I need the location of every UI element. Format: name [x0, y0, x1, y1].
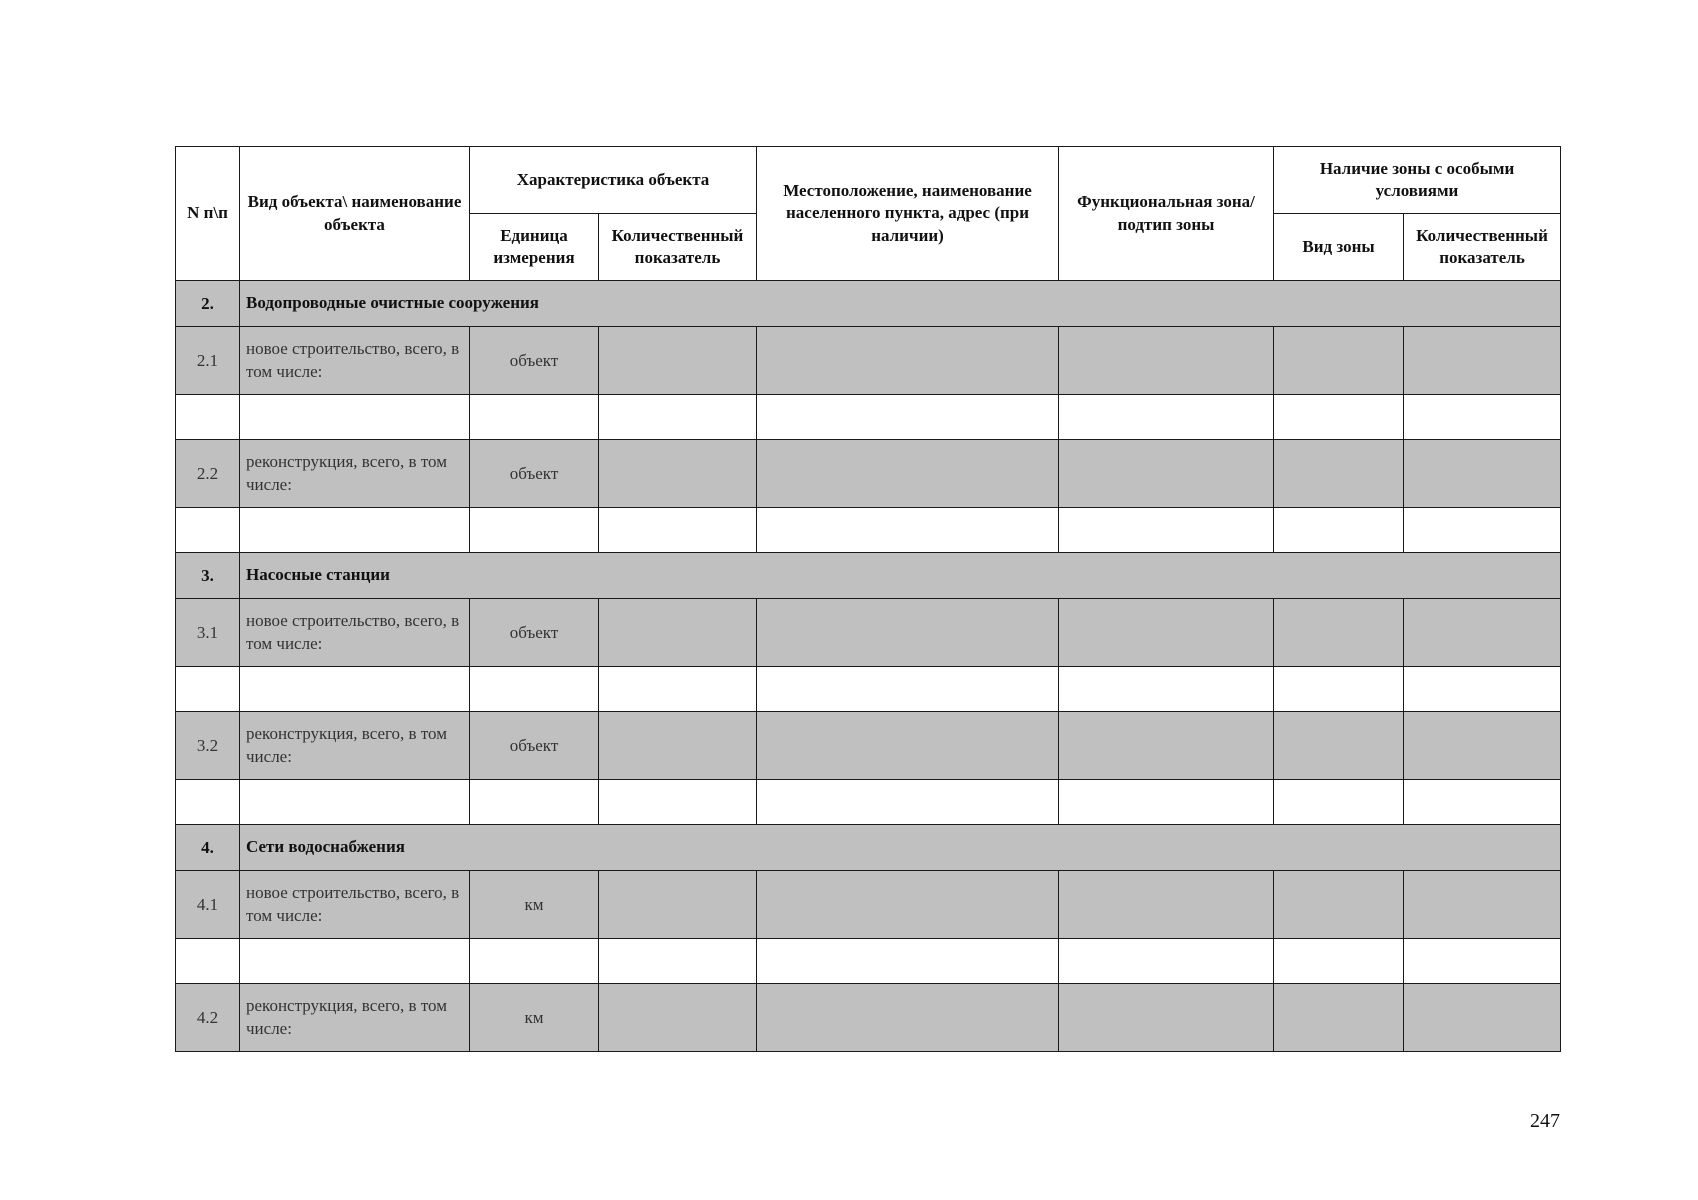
empty-row — [176, 508, 1561, 553]
header-functional-zone: Функциональная зона/ подтип зоны — [1059, 147, 1274, 281]
table-row — [176, 712, 1561, 780]
object-name: новое строительство, всего, в том числе: — [240, 327, 470, 395]
section-title: Сети водоснабжения — [240, 825, 599, 871]
empty-cell — [1059, 508, 1274, 553]
empty-cell — [757, 508, 1059, 553]
row-number: 2. — [176, 281, 240, 327]
empty-cell — [240, 395, 470, 440]
zone-type-cell — [1274, 712, 1404, 780]
object-name: новое строительство, всего, в том числе: — [240, 871, 470, 939]
empty-row — [176, 780, 1561, 825]
object-name: реконструкция, всего, в том числе: — [240, 440, 470, 508]
header-location: Местоположение, наименование населенного пункта, адрес (при наличии) — [757, 147, 1059, 281]
empty-row — [176, 395, 1561, 440]
empty-cell — [1059, 939, 1274, 984]
table-row — [176, 327, 1561, 395]
location-cell — [757, 599, 1059, 667]
row-number: 3. — [176, 553, 240, 599]
quantity-cell — [599, 871, 757, 939]
row-number: 2.1 — [176, 327, 240, 395]
empty-row — [176, 939, 1561, 984]
object-name: реконструкция, всего, в том числе: — [240, 984, 470, 1052]
empty-cell — [1404, 939, 1561, 984]
zone-type-cell — [1274, 599, 1404, 667]
empty-cell — [176, 667, 240, 712]
empty-cell — [599, 395, 757, 440]
zone-quantity-cell — [1404, 984, 1561, 1052]
empty-cell — [176, 780, 240, 825]
section-title: Насосные станции — [240, 553, 599, 599]
empty-cell — [757, 395, 1059, 440]
empty-cell — [1404, 395, 1561, 440]
location-cell — [757, 440, 1059, 508]
table-row — [176, 984, 1561, 1052]
header-num: N п\п — [176, 147, 240, 281]
zone-quantity-cell — [1404, 327, 1561, 395]
row-number: 4.2 — [176, 984, 240, 1052]
object-name: новое строительство, всего, в том числе: — [240, 599, 470, 667]
location-cell — [757, 984, 1059, 1052]
unit-cell: объект — [470, 440, 599, 508]
empty-cell — [240, 508, 470, 553]
zone-type-cell — [1274, 440, 1404, 508]
empty-cell — [1404, 780, 1561, 825]
row-number: 3.1 — [176, 599, 240, 667]
empty-cell — [1404, 508, 1561, 553]
empty-cell — [1274, 939, 1404, 984]
table-row — [176, 440, 1561, 508]
empty-cell — [1274, 667, 1404, 712]
functional-zone-cell — [1059, 440, 1274, 508]
functional-zone-cell — [1059, 712, 1274, 780]
quantity-cell — [599, 440, 757, 508]
section-row — [176, 825, 1561, 871]
functional-zone-cell — [1059, 984, 1274, 1052]
section-spacer — [599, 825, 1561, 871]
zone-quantity-cell — [1404, 712, 1561, 780]
empty-row — [176, 667, 1561, 712]
table-row — [176, 599, 1561, 667]
table-body — [176, 281, 1561, 1052]
empty-cell — [1274, 508, 1404, 553]
section-spacer — [599, 281, 1561, 327]
zone-quantity-cell — [1404, 871, 1561, 939]
empty-cell — [176, 395, 240, 440]
empty-cell — [757, 667, 1059, 712]
empty-cell — [240, 667, 470, 712]
row-number: 2.2 — [176, 440, 240, 508]
quantity-cell — [599, 984, 757, 1052]
header-name: Вид объекта\ наименование объекта — [240, 147, 470, 281]
functional-zone-cell — [1059, 599, 1274, 667]
empty-cell — [470, 780, 599, 825]
table-header — [176, 147, 1561, 281]
empty-cell — [240, 939, 470, 984]
zone-type-cell — [1274, 871, 1404, 939]
section-spacer — [599, 553, 1561, 599]
zone-type-cell — [1274, 984, 1404, 1052]
empty-cell — [757, 939, 1059, 984]
row-number: 3.2 — [176, 712, 240, 780]
functional-zone-cell — [1059, 871, 1274, 939]
empty-cell — [470, 395, 599, 440]
empty-cell — [599, 780, 757, 825]
empty-cell — [470, 939, 599, 984]
page-number: 247 — [1530, 1110, 1560, 1132]
zone-quantity-cell — [1404, 440, 1561, 508]
empty-cell — [1404, 667, 1561, 712]
row-number: 4.1 — [176, 871, 240, 939]
section-row — [176, 281, 1561, 327]
unit-cell: км — [470, 984, 599, 1052]
header-characteristic: Характеристика объекта — [470, 147, 757, 214]
table-row — [176, 871, 1561, 939]
empty-cell — [599, 667, 757, 712]
section-row — [176, 553, 1561, 599]
header-quantity: Количественный показатель — [599, 214, 757, 281]
empty-cell — [1059, 667, 1274, 712]
header-zone-quantity: Количественный показатель — [1404, 214, 1561, 281]
section-title: Водопроводные очистные сооружения — [240, 281, 599, 327]
zone-quantity-cell — [1404, 599, 1561, 667]
quantity-cell — [599, 712, 757, 780]
empty-cell — [1059, 395, 1274, 440]
empty-cell — [470, 508, 599, 553]
location-cell — [757, 712, 1059, 780]
objects-table — [175, 146, 1561, 1052]
header-unit: Единица измерения — [470, 214, 599, 281]
unit-cell: км — [470, 871, 599, 939]
empty-cell — [240, 780, 470, 825]
header-zone-type: Вид зоны — [1274, 214, 1404, 281]
empty-cell — [470, 667, 599, 712]
quantity-cell — [599, 599, 757, 667]
header-special-zone: Наличие зоны с особыми условиями — [1274, 147, 1561, 214]
empty-cell — [599, 939, 757, 984]
row-number: 4. — [176, 825, 240, 871]
empty-cell — [1274, 395, 1404, 440]
location-cell — [757, 871, 1059, 939]
unit-cell: объект — [470, 712, 599, 780]
empty-cell — [1274, 780, 1404, 825]
unit-cell: объект — [470, 599, 599, 667]
functional-zone-cell — [1059, 327, 1274, 395]
empty-cell — [599, 508, 757, 553]
object-name: реконструкция, всего, в том числе: — [240, 712, 470, 780]
empty-cell — [176, 939, 240, 984]
zone-type-cell — [1274, 327, 1404, 395]
location-cell — [757, 327, 1059, 395]
empty-cell — [176, 508, 240, 553]
empty-cell — [757, 780, 1059, 825]
unit-cell: объект — [470, 327, 599, 395]
quantity-cell — [599, 327, 757, 395]
empty-cell — [1059, 780, 1274, 825]
